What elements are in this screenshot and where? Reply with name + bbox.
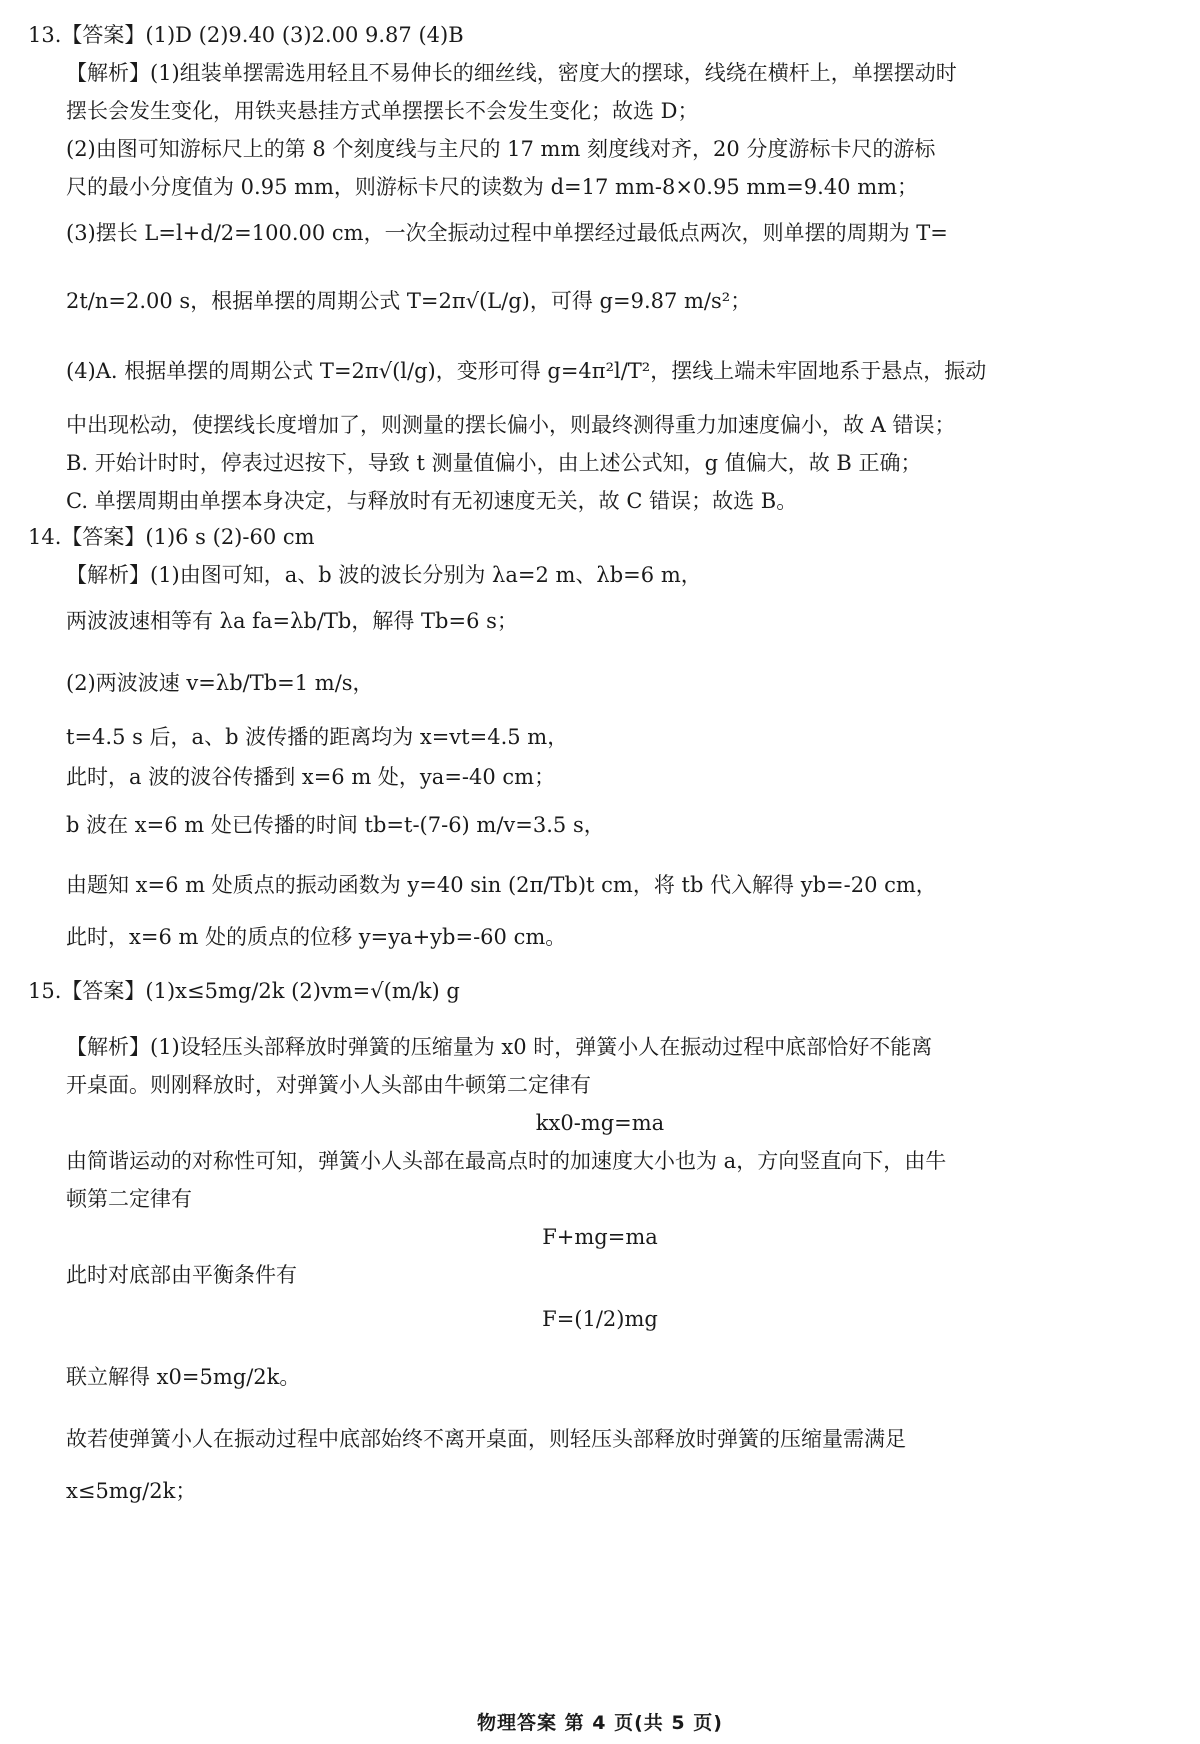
text-line: 摆长会发生变化，用铁夹悬挂方式单摆摆长不会发生变化；故选 D； <box>66 99 699 123</box>
text-line: 此时，a 波的波谷传播到 x=6 m 处，ya=-40 cm； <box>66 765 556 789</box>
text-line: 此时，x=6 m 处的质点的位移 y=ya+yb=-60 cm。 <box>66 925 567 949</box>
text-line: 中出现松动，使摆线长度增加了，则测量的摆长偏小，则最终测得重力加速度偏小，故 A 错误； <box>66 413 956 437</box>
page-footer: 物理答案 第 4 页(共 5 页) <box>477 1712 723 1734</box>
text-line: 2t/n=2.00 s，根据单摆的周期公式 T=2π√(L/g)，可得 g=9.87 m/s²； <box>66 289 752 313</box>
text-line: 尺的最小分度值为 0.95 mm，则游标卡尺的读数为 d=17 mm-8×0.95 mm=9.40 mm； <box>66 175 919 199</box>
text-line: F+mg=ma <box>542 1225 658 1249</box>
text-line: (4)A. 根据单摆的周期公式 T=2π√(l/g)，变形可得 g=4π²l/T²，摆线上端未牢固地系于悬点，振动 <box>66 359 987 383</box>
text-line: 顿第二定律有 <box>66 1187 192 1211</box>
text-line: 两波波速相等有 λa fa=λb/Tb，解得 Tb=6 s； <box>66 609 518 633</box>
text-line: (3)摆长 L=l+d/2=100.00 cm，一次全振动过程中单摆经过最低点两次，则单摆的周期为 T= <box>66 221 948 245</box>
text-line: 【解析】(1)由图可知，a、b 波的波长分别为 λa=2 m、λb=6 m， <box>66 563 702 587</box>
text-line: 【解析】(1)设轻压头部释放时弹簧的压缩量为 x0 时，弹簧小人在振动过程中底部恰好不能离 <box>66 1035 933 1059</box>
text-line: 15.【答案】(1)x≤5mg/2k (2)vm=√(m/k) g <box>28 979 460 1003</box>
text-line: 由题知 x=6 m 处质点的振动函数为 y=40 sin (2π/Tb)t cm，将 tb 代入解得 yb=-20 cm， <box>66 873 937 897</box>
text-line: 13.【答案】(1)D (2)9.40 (3)2.00 9.87 (4)B <box>28 23 464 47</box>
text-line: C. 单摆周期由单摆本身决定，与释放时有无初速度无关，故 C 错误；故选 B。 <box>66 489 798 513</box>
text-line: F=(1/2)mg <box>542 1307 658 1331</box>
text-line: 此时对底部由平衡条件有 <box>66 1263 297 1287</box>
text-line: (2)两波波速 v=λb/Tb=1 m/s， <box>66 671 374 695</box>
text-line: (2)由图可知游标尺上的第 8 个刻度线与主尺的 17 mm 刻度线对齐，20 分度游标卡尺的游标 <box>66 137 936 161</box>
text-line: 联立解得 x0=5mg/2k。 <box>66 1365 301 1389</box>
text-line: B. 开始计时时，停表过迟按下，导致 t 测量值偏小，由上述公式知，g 值偏大，故 B 正确； <box>66 451 922 475</box>
text-line: 故若使弹簧小人在振动过程中底部始终不离开桌面，则轻压头部释放时弹簧的压缩量需满足 <box>66 1427 906 1451</box>
text-line: 开桌面。则刚释放时，对弹簧小人头部由牛顿第二定律有 <box>66 1073 591 1097</box>
text-line: b 波在 x=6 m 处已传播的时间 tb=t-(7-6) m/v=3.5 s， <box>66 813 605 837</box>
text-line: 【解析】(1)组装单摆需选用轻且不易伸长的细丝线，密度大的摆球，线绕在横杆上，单摆摆动时 <box>66 61 957 85</box>
text-line: t=4.5 s 后，a、b 波传播的距离均为 x=vt=4.5 m， <box>66 725 569 749</box>
text-line: x≤5mg/2k； <box>66 1479 197 1503</box>
text-line: 14.【答案】(1)6 s (2)-60 cm <box>28 525 315 549</box>
text-line: 由简谐运动的对称性可知，弹簧小人头部在最高点时的加速度大小也为 a，方向竖直向下，由牛 <box>66 1149 947 1173</box>
text-line: kx0-mg=ma <box>535 1111 665 1135</box>
